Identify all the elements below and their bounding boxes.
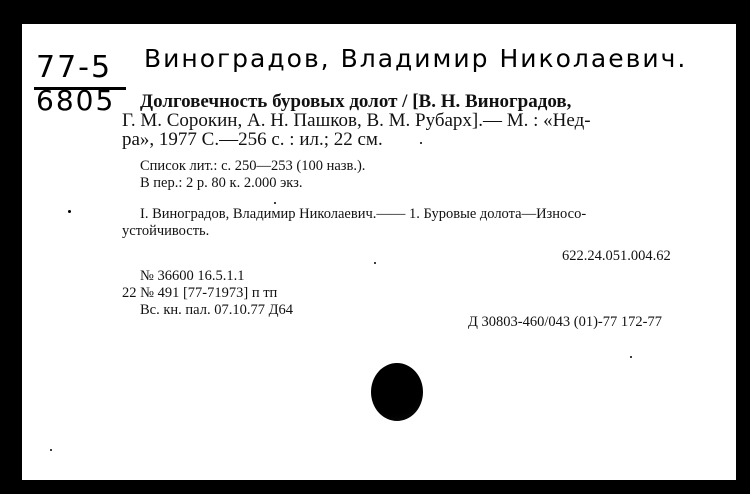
handwritten-author-heading: Виноградов, Владимир Николаевич. — [144, 44, 688, 73]
udc-code: 622.24.051.004.62 — [562, 248, 671, 264]
title-line-3: ра», 1977 С.—256 с. : ил.; 22 см. — [122, 129, 383, 150]
notes-price-copies: В пер.: 2 р. 80 к. 2.000 экз. — [140, 175, 303, 191]
subject-line-2: устойчивость. — [122, 223, 210, 239]
handwritten-inventory-number: 6805 — [36, 84, 116, 117]
speck — [630, 356, 632, 358]
subject-line-1: I. Виноградов, Владимир Николаевич.—— 1. Буровые долота—Износо- — [140, 206, 587, 222]
catalog-card — [22, 24, 736, 480]
handwritten-shelf-code: 77-5 — [36, 50, 113, 85]
speck — [420, 142, 422, 144]
title-line-2: Г. М. Сорокин, А. Н. Пашков, В. М. Рубарх].— М. : «Нед- — [122, 110, 591, 131]
record-number: № 36600 16.5.1.1 — [140, 268, 245, 284]
notes-bibliography: Список лит.: с. 250—253 (100 назв.). — [140, 158, 366, 174]
title-line-1: Долговечность буровых долот / [В. Н. Виноградов, — [140, 91, 572, 112]
ink-blot — [371, 363, 423, 421]
record-chamber-date: Вс. кн. пал. 07.10.77 Д64 — [140, 302, 293, 318]
price-code: Д 30803-460/043 (01)-77 172-77 — [468, 314, 662, 330]
speck — [50, 449, 52, 451]
speck — [274, 202, 276, 204]
speck — [68, 210, 71, 213]
record-order: 22 № 491 [77-71973] п тп — [122, 285, 278, 301]
speck — [374, 262, 376, 264]
